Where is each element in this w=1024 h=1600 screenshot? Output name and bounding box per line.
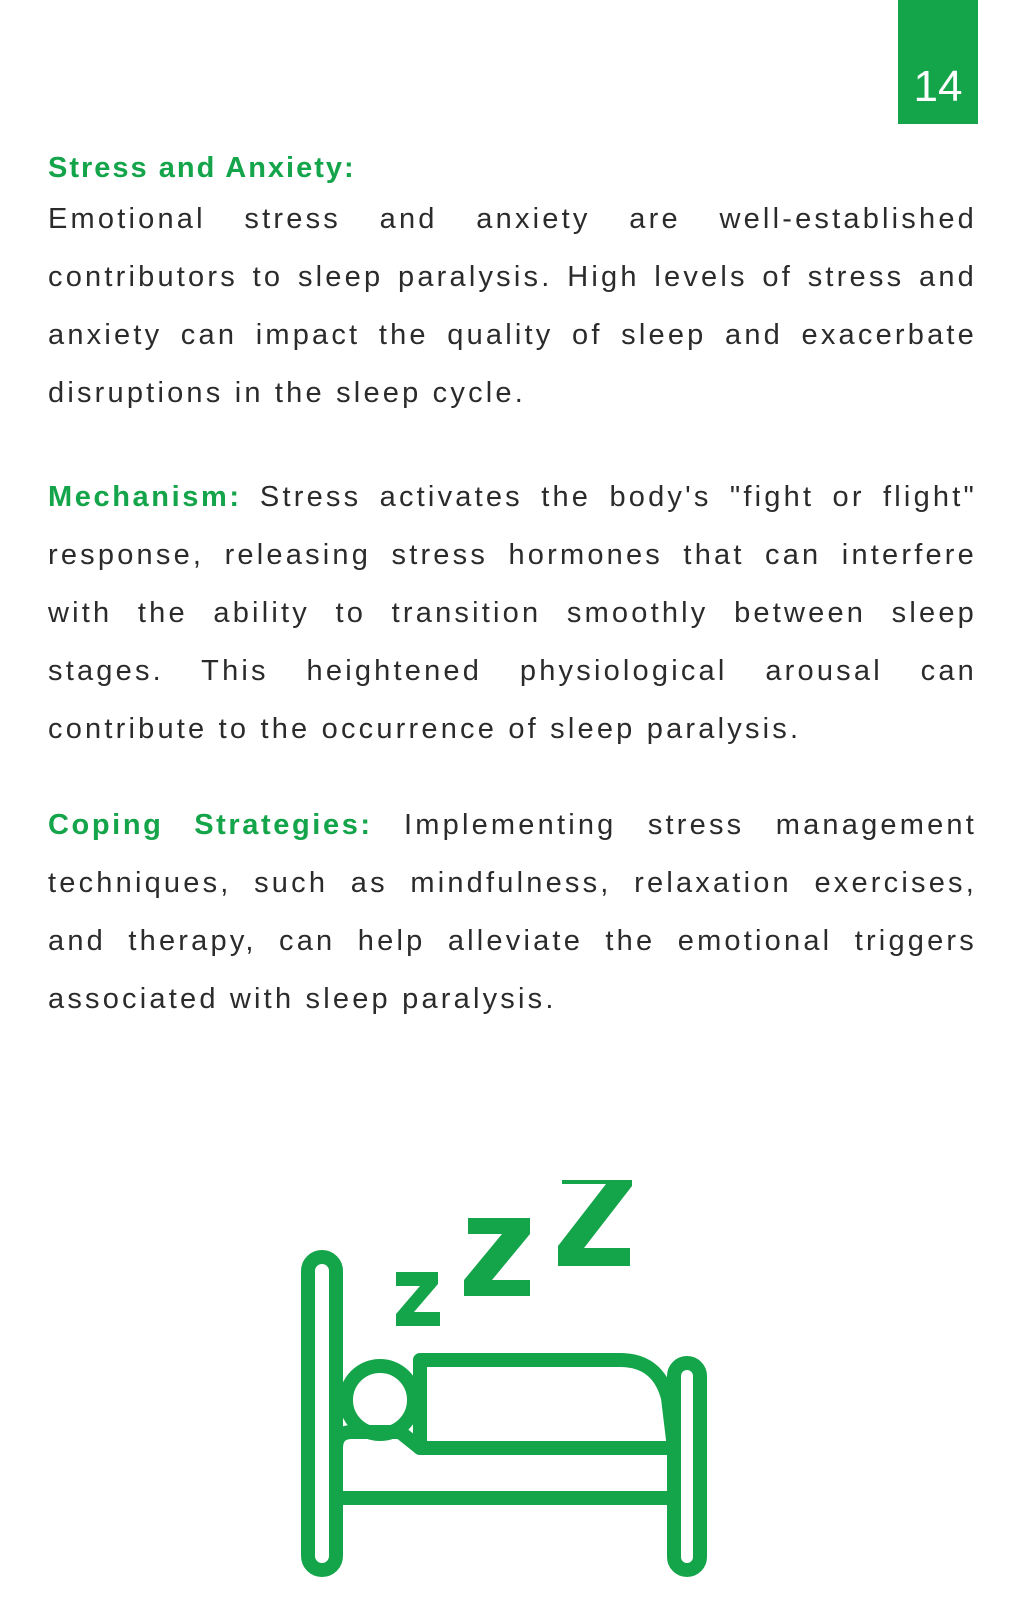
spacer (48, 758, 977, 796)
spacer (48, 422, 977, 468)
z-letters (396, 1180, 632, 1326)
paragraph-stress: Emotional stress and anxiety are well-established contributors to sleep paralysis. High levels of stress and anxiety can impact the quality of sleep and exacerbate disruptions in the sleep cycle. (48, 203, 977, 409)
page-content (48, 146, 977, 1028)
label-coping: Coping Strategies: (48, 809, 373, 841)
sleeper-blanket (420, 1360, 674, 1448)
small-z (396, 1272, 440, 1326)
large-z (558, 1180, 632, 1266)
section-heading-stress: Stress and Anxiety: (48, 152, 356, 184)
medium-z (464, 1218, 530, 1296)
paragraph-mechanism (48, 468, 977, 758)
page-number-tab (898, 0, 978, 124)
paragraph-coping (48, 796, 977, 1028)
page-number: 14 (913, 62, 963, 111)
sleeper-head (346, 1366, 414, 1434)
bed-footboard-post (674, 1363, 700, 1570)
sleeping-in-bed-icon (300, 1180, 740, 1600)
text-mechanism: Stress activates the body's "fight or flight" response, releasing stress hormones that can interfere with the ability to transition smoothly between sleep stages. This heightened physiological arousal can contribute to the occurrence of sleep paralysis. (48, 481, 977, 745)
text-coping: Implementing stress management techniques, such as mindfulness, relaxation exercises, and therapy, can help alleviate the emotional triggers associated with sleep paralysis. (48, 809, 977, 1015)
label-mechanism: Mechanism: (48, 481, 242, 513)
bed-headboard-post (308, 1257, 336, 1570)
